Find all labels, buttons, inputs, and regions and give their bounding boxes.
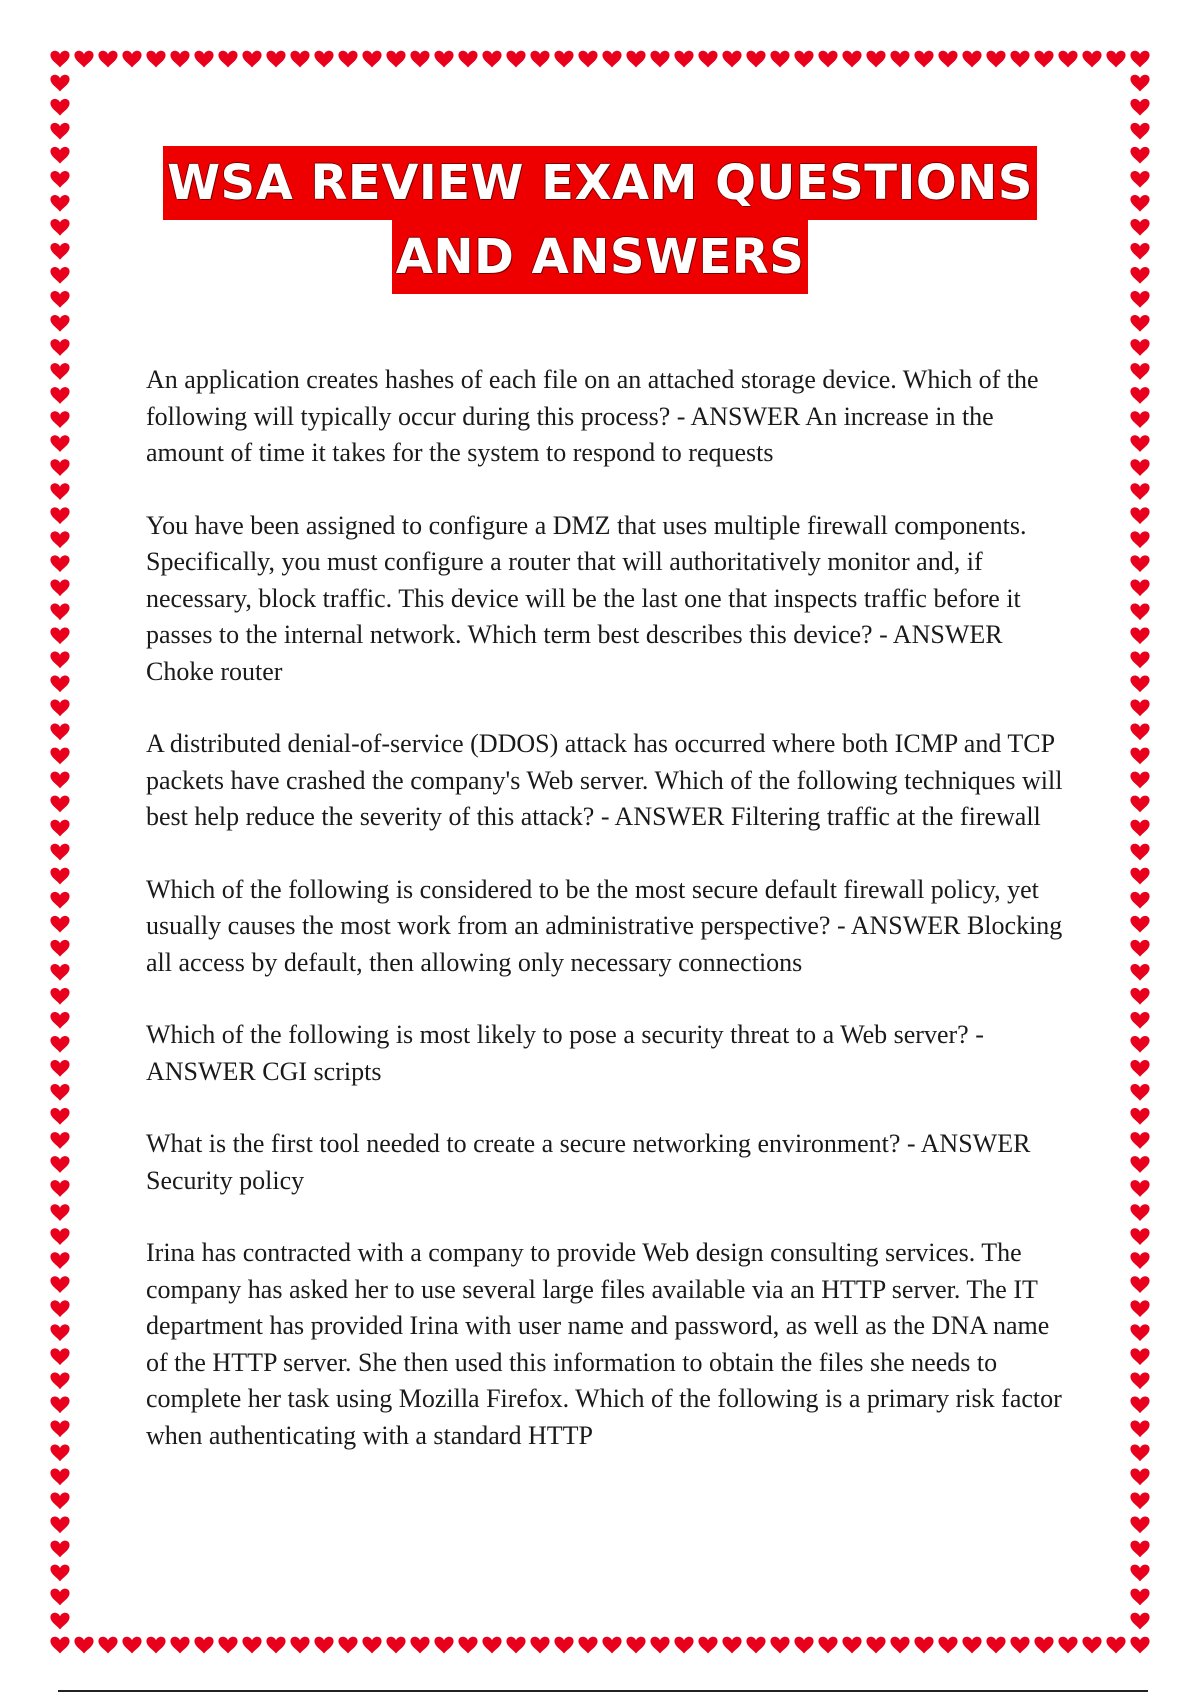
heart-icon [458,51,477,68]
heart-icon [50,1204,69,1221]
heart-icon [1130,411,1149,428]
page-title [0,146,1200,294]
heart-icon [1130,772,1149,789]
heart-icon [1130,1348,1149,1365]
heart-icon [722,1637,741,1654]
heart-icon [50,868,69,885]
heart-icon [50,1445,69,1462]
heart-icon [50,459,69,476]
heart-icon [506,1637,525,1654]
heart-icon [482,51,501,68]
heart-icon [146,1637,165,1654]
heart-icon [1130,603,1149,620]
heart-icon [650,1637,669,1654]
question-list [146,362,1066,1490]
heart-icon [362,51,381,68]
heart-icon [50,483,69,500]
heart-icon [50,1565,69,1582]
heart-icon [1058,51,1077,68]
heart-icon [50,796,69,813]
heart-icon [50,1228,69,1245]
heart-icon [1130,1108,1149,1125]
heart-icon [386,51,405,68]
heart-icon [50,1012,69,1029]
heart-icon [1130,363,1149,380]
heart-icon [50,363,69,380]
heart-icon [50,99,69,116]
heart-icon [1130,1565,1149,1582]
heart-icon [602,1637,621,1654]
heart-icon [50,339,69,356]
heart-icon [626,51,645,68]
heart-icon [866,1637,885,1654]
heart-icon [50,1613,69,1630]
heart-icon [1130,1372,1149,1389]
heart-icon [50,1541,69,1558]
heart-icon [698,51,717,68]
heart-icon [866,51,885,68]
heart-icon [434,1637,453,1654]
heart-icon [986,51,1005,68]
heart-icon [50,1084,69,1101]
heart-icon [50,676,69,693]
heart-icon [50,652,69,669]
heart-icon [770,51,789,68]
heart-icon [1034,1637,1053,1654]
question-5: Which of the following is most likely to pose a security threat to a Web server? - ANSWER CGI scripts [146,1020,984,1086]
heart-icon [890,1637,909,1654]
heart-icon [386,1637,405,1654]
heart-icon [50,1060,69,1077]
heart-icon [842,1637,861,1654]
heart-icon [50,387,69,404]
heart-icon [914,1637,933,1654]
heart-icon [794,51,813,68]
heart-icon [50,531,69,548]
heart-icon [1130,916,1149,933]
heart-icon [314,51,333,68]
heart-icon [338,51,357,68]
heart-icon [1130,1589,1149,1606]
title-line-2: AND ANSWERS [392,220,809,294]
heart-icon [1130,1300,1149,1317]
heart-icon [1130,1517,1149,1534]
heart-icon [290,51,309,68]
heart-icon [50,579,69,596]
heart-icon [290,1637,309,1654]
heart-icon [1130,1060,1149,1077]
heart-icon [50,1517,69,1534]
question-6: What is the first tool needed to create a secure networking environment? - ANSWER Security policy [146,1129,1031,1195]
heart-icon [218,51,237,68]
heart-icon [1010,1637,1029,1654]
heart-icon [50,1276,69,1293]
heart-icon [1130,531,1149,548]
heart-icon [1130,339,1149,356]
heart-icon [1130,1228,1149,1245]
heart-icon [98,51,117,68]
heart-icon [50,1469,69,1486]
heart-icon [602,51,621,68]
heart-icon [746,1637,765,1654]
heart-icon [1130,1396,1149,1413]
heart-icon [1130,988,1149,1005]
heart-icon [578,51,597,68]
heart-icon [530,1637,549,1654]
heart-icon [674,1637,693,1654]
heart-icon [1130,1132,1149,1149]
heart-icon [50,603,69,620]
question-3: A distributed denial-of-service (DDOS) attack has occurred where both ICMP and TCP packets have crashed the company's Web server. Which of the following techniques will best help reduce the severity of this attack? - ANSWER Filtering traffic at the firewall [146,729,1063,831]
heart-icon [1130,1036,1149,1053]
heart-icon [50,1348,69,1365]
heart-icon [1130,1084,1149,1101]
heart-icon [1130,1420,1149,1437]
heart-icon [458,1637,477,1654]
heart-icon [50,748,69,765]
heart-icon [578,1637,597,1654]
heart-icon [50,1637,69,1654]
heart-icon [338,1637,357,1654]
heart-icon [818,1637,837,1654]
heart-icon [50,627,69,644]
heart-icon [50,988,69,1005]
heart-icon [1034,51,1053,68]
heart-icon [1058,1637,1077,1654]
heart-icon [914,51,933,68]
heart-icon [266,51,285,68]
heart-icon [50,1589,69,1606]
heart-icon [50,892,69,909]
heart-icon [554,51,573,68]
heart-icon [770,1637,789,1654]
title-line-1: WSA REVIEW EXAM QUESTIONS [163,146,1037,220]
heart-icon [50,916,69,933]
page-bottom-rule [58,1690,1148,1692]
heart-icon [506,51,525,68]
heart-icon [1010,51,1029,68]
heart-icon [50,940,69,957]
heart-icon [50,1156,69,1173]
heart-icon [170,51,189,68]
heart-icon [1130,435,1149,452]
heart-icon [1106,1637,1125,1654]
heart-icon [74,51,93,68]
heart-icon [890,51,909,68]
heart-icon [1130,75,1149,92]
heart-icon [1130,1156,1149,1173]
heart-icon [1130,1012,1149,1029]
heart-icon [794,1637,813,1654]
heart-icon [650,51,669,68]
heart-icon [50,844,69,861]
heart-icon [50,315,69,332]
question-7: Irina has contracted with a company to provide Web design consulting services. The company has asked her to use several large files available via an HTTP server. The IT department has provided Irina with user name and password, as well as the DNA name of the HTTP server. She then used this information to obtain the files she needs to complete her task using Mozilla Firefox. Which of the following is a primary risk factor when authenticating with a standard HTTP [146,1238,1062,1450]
heart-icon [50,411,69,428]
heart-icon [50,1396,69,1413]
heart-icon [530,51,549,68]
heart-icon [50,772,69,789]
heart-icon [1130,507,1149,524]
heart-icon [818,51,837,68]
heart-icon [410,1637,429,1654]
heart-icon [50,820,69,837]
heart-icon [50,123,69,140]
heart-icon [50,435,69,452]
heart-icon [1130,1493,1149,1510]
question-2: You have been assigned to configure a DMZ that uses multiple firewall components. Specifically, you must configure a router that will authoritatively monitor and, if necessary, block traffic. This device will be the last one that inspects traffic before it passes to the internal network. Which term best describes this device? - ANSWER Choke router [146,510,1027,686]
heart-icon [50,51,69,68]
heart-icon [434,51,453,68]
heart-icon [1130,1180,1149,1197]
heart-icon [50,1420,69,1437]
heart-icon [1130,892,1149,909]
heart-icon [1130,123,1149,140]
heart-icon [194,1637,213,1654]
heart-icon [962,1637,981,1654]
heart-icon [1130,748,1149,765]
heart-icon [50,1493,69,1510]
heart-icon [50,75,69,92]
heart-icon [1130,483,1149,500]
heart-icon [50,1324,69,1341]
heart-icon [50,964,69,981]
heart-icon [50,724,69,741]
heart-icon [242,1637,261,1654]
heart-icon [1130,1613,1149,1630]
heart-icon [242,51,261,68]
heart-icon [1130,1276,1149,1293]
heart-icon [410,51,429,68]
heart-icon [194,51,213,68]
heart-icon [1130,1204,1149,1221]
heart-icon [1130,820,1149,837]
question-1: An application creates hashes of each file on an attached storage device. Which of the following will typically occur during this process? - ANSWER An increase in the amount of time it takes for the system to respond to requests [146,365,1039,467]
heart-icon [1130,627,1149,644]
heart-icon [122,1637,141,1654]
heart-icon [938,51,957,68]
heart-icon [1130,700,1149,717]
heart-icon [74,1637,93,1654]
heart-icon [314,1637,333,1654]
heart-icon [1130,387,1149,404]
heart-icon [1130,555,1149,572]
heart-icon [722,51,741,68]
heart-icon [98,1637,117,1654]
heart-icon [1130,940,1149,957]
heart-icon [1130,724,1149,741]
heart-icon [842,51,861,68]
heart-icon [362,1637,381,1654]
heart-icon [938,1637,957,1654]
heart-icon [554,1637,573,1654]
heart-icon [170,1637,189,1654]
heart-icon [50,555,69,572]
heart-icon [1130,796,1149,813]
heart-icon [50,1108,69,1125]
heart-icon [50,1300,69,1317]
heart-icon [50,1180,69,1197]
heart-icon [50,1372,69,1389]
heart-icon [1130,99,1149,116]
heart-icon [50,507,69,524]
heart-icon [698,1637,717,1654]
heart-icon [50,1252,69,1269]
heart-icon [1130,1252,1149,1269]
heart-icon [482,1637,501,1654]
question-4: Which of the following is considered to be the most secure default firewall policy, yet usually causes the most work from an administrative perspective? - ANSWER Blocking all access by default, then allowing only necessary connections [146,874,1063,977]
heart-icon [1082,1637,1101,1654]
heart-icon [218,1637,237,1654]
heart-icon [50,1036,69,1053]
heart-icon [1130,51,1149,68]
heart-icon [1130,1469,1149,1486]
heart-icon [1130,1324,1149,1341]
heart-icon [50,1132,69,1149]
heart-icon [1130,652,1149,669]
heart-icon [266,1637,285,1654]
heart-icon [50,700,69,717]
heart-icon [1130,964,1149,981]
heart-icon [746,51,765,68]
heart-icon [1130,844,1149,861]
heart-icon [1130,315,1149,332]
heart-icon [626,1637,645,1654]
heart-icon [1130,579,1149,596]
heart-icon [146,51,165,68]
heart-icon [674,51,693,68]
heart-icon [962,51,981,68]
heart-icon [122,51,141,68]
heart-icon [1130,1445,1149,1462]
heart-icon [1082,51,1101,68]
heart-icon [1130,1637,1149,1654]
heart-icon [1130,868,1149,885]
heart-icon [1130,1541,1149,1558]
heart-icon [1130,459,1149,476]
heart-icon [1106,51,1125,68]
heart-icon [1130,676,1149,693]
heart-icon [986,1637,1005,1654]
